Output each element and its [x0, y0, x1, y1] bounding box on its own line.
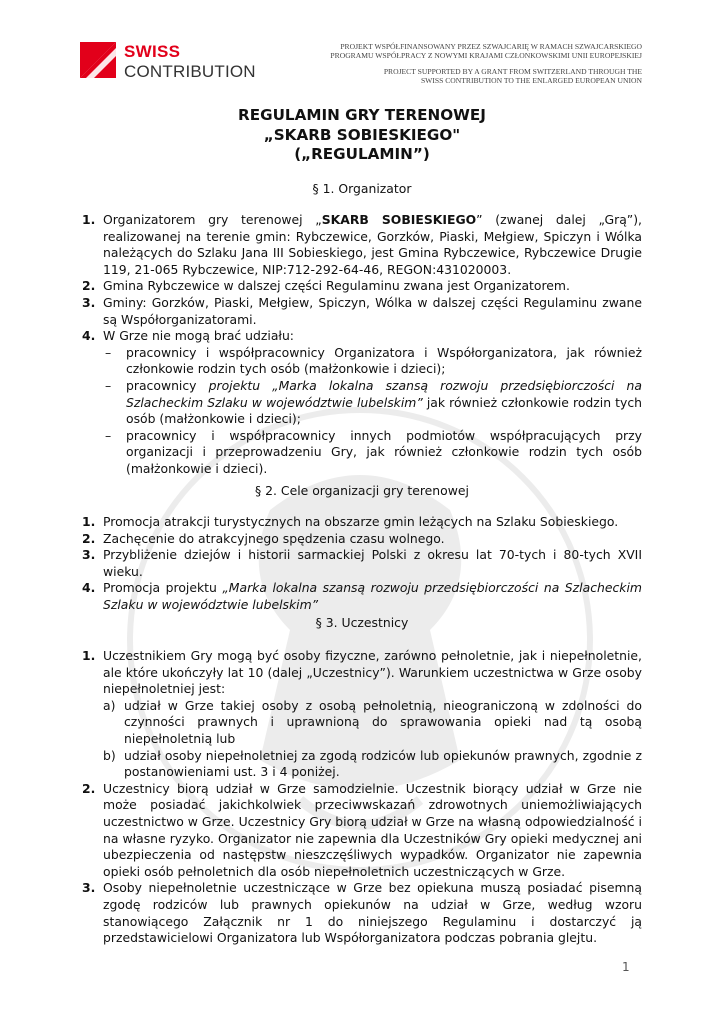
list-item — [82, 880, 642, 946]
list-item — [82, 531, 642, 548]
header-pl-line-1: PROJEKT WSPÓŁFINANSOWANY PRZEZ SZWAJCARIĘ W RAMACH SZWAJCARSKIEGO — [340, 42, 642, 51]
item-text: Uczestnicy biorą udział w Grze samodzielnie. Uczestnik biorący udział w Grze nie może posiadać jakichkolwiek przeciwwskazań zdrowotnych uniemożliwiających uczestnictwo w Grze. Uczestnicy Gry biorą udział w Grze na własną odpowiedzialność i na własne ryzyko. Organizator nie zapewnia dla Uczestników Gry opieki medycznej ani ubezpieczenia od następstw nieszczęśliwych wypadków. Organizator nie zapewnia opieki osób pełnoletnich dla osób niepełnoletnich uczestniczących w Grze. — [103, 780, 642, 879]
condition-item — [103, 698, 642, 748]
header-project-info — [312, 42, 642, 92]
item-text: Promocja projektu — [103, 580, 223, 596]
item-number: 3. — [82, 547, 96, 563]
item-text: Uczestnikiem Gry mogą być osoby fizyczne, zarówno pełnoletnie, jak i niepełnoletnie, ale które ukończyły lat 10 (dalej „Uczestnicy”). Warunkiem uczestnictwa w Grze osoby niepełnoletniej jest: — [103, 648, 642, 697]
project-name: projektu „Marka lokalna szansą rozwoju przedsiębiorczości na Szlacheckim Szlaku w województwie lubelskim” — [126, 377, 642, 410]
exclusion-item: – pracownicy i współpracownicy Organizatora i Współorganizatora, jak również członkowie rodzin tych osób (małżonkowie i dzieci); — [103, 345, 642, 378]
section-3-heading: § 3. Uczestnicy — [315, 615, 409, 630]
item-text: Przybliżenie dziejów i historii sarmackiej Polski z okresu lat 70-tych i 80-tych XVII wieku. — [103, 547, 642, 579]
section-2-list — [82, 514, 642, 614]
item-number: 2. — [82, 530, 96, 546]
item-text: Promocja atrakcji turystycznych na obszarze gmin leżących na Szlaku Sobieskiego. — [103, 514, 619, 529]
section-2-heading: § 2. Cele organizacji gry terenowej — [255, 483, 469, 498]
list-item — [82, 278, 642, 295]
swiss-cross-icon — [80, 42, 116, 78]
list-item — [82, 514, 642, 531]
logo-word-swiss: SWISS — [124, 42, 181, 61]
item-text: Gminy: Gorzków, Piaski, Mełgiew, Spiczyn, Wólka w dalszej części Regulaminu zwane są Współorganizatorami. — [103, 294, 642, 327]
document-title — [0, 106, 724, 165]
title-line-2: „SKARB SOBIESKIEGO" — [263, 125, 461, 144]
list-item — [82, 547, 642, 580]
list-item — [82, 295, 642, 328]
item-number: 4. — [82, 580, 96, 596]
section-1-list — [82, 212, 642, 478]
item-text: Zachęcenie do atrakcyjnego spędzenia czasu wolnego. — [103, 530, 445, 546]
item-number: 2. — [82, 780, 96, 796]
logo-word-contribution: CONTRIBUTION — [124, 62, 256, 81]
list-item — [82, 781, 642, 881]
section-1-heading: § 1. Organizator — [312, 181, 412, 196]
item-text: Organizatorem gry terenowej „ — [103, 212, 322, 227]
item-number: 1. — [82, 648, 96, 663]
exclusion-item — [103, 378, 642, 428]
exclusion-list — [103, 345, 642, 478]
game-name: SKARB SOBIESKIEGO — [321, 212, 477, 227]
item-text: udział w Grze takiej osoby z osobą pełnoletnią, nieograniczoną w zdolności do czynności prawnych i uprawnioną do sprawowania opieki nad tą osobą niepełnoletnią lub — [124, 697, 642, 746]
item-text: Gmina Rybczewice w dalszej części Regulaminu zwana jest Organizatorem. — [103, 278, 570, 294]
condition-mark: b) — [103, 747, 116, 763]
condition-list — [103, 698, 642, 781]
item-number: 2. — [82, 278, 96, 294]
header-pl-line-2: PROGRAMU WSPÓŁPRACY Z NOWYMI KRAJAMI CZŁONKOWSKIMI UNII EUROPEJSKIEJ — [330, 51, 642, 61]
item-number: 3. — [82, 294, 96, 310]
list-item — [82, 212, 642, 278]
item-text: W Grze nie mogą brać udziału: — [103, 328, 294, 344]
item-text: udział osoby niepełnoletniej za zgodą rodziców lub opiekunów prawnych, zgodnie z postanowieniami ust. 3 i 4 poniżej. — [124, 747, 642, 780]
page-number: 1 — [622, 960, 630, 974]
item-text: ” (zwanej dalej „Grą”), realizowanej na terenie gmin: Rybczewice, Gorzków, Piaski, Mełgiew, Spiczyn i Wólka należących do Szlaku Jana III Sobieskiego, jest Gmina Rybczewice, Rybczewice Drugie 119, 21-065 Rybczewice, NIP:712-292-64-46, REGON:431020003. — [103, 212, 642, 277]
item-number: 4. — [82, 328, 96, 344]
list-item — [82, 580, 642, 613]
condition-item — [103, 748, 642, 781]
item-number: 3. — [82, 880, 96, 896]
header-en-line-2: SWISS CONTRIBUTION TO THE ENLARGED EUROPEAN UNION — [420, 76, 642, 86]
list-item — [82, 648, 642, 781]
item-number: 1. — [82, 514, 96, 529]
list-item — [82, 328, 642, 477]
item-text: Osoby niepełnoletnie uczestniczące w Grze bez opiekuna muszą posiadać pisemną zgodę rodziców lub prawnych opiekunów na udział w Grze, według wzoru stanowiącego Załącznik nr 1 do niniejszego Regulaminu i dostarczyć ją przedstawicielowi Organizatora lub Współorganizatora podczas pobrania glejtu. — [103, 880, 642, 946]
title-line-1: REGULAMIN GRY TERENOWEJ — [238, 106, 486, 124]
swiss-contribution-logo — [80, 42, 260, 84]
header-en-line-1: PROJECT SUPPORTED BY A GRANT FROM SWITZERLAND THROUGH THE — [383, 66, 642, 76]
section-3-list — [82, 648, 642, 947]
item-number: 1. — [82, 212, 96, 227]
item-text: pracownicy — [126, 377, 209, 393]
condition-mark: a) — [103, 697, 116, 713]
item-text: jak również członkowie rodzin tych osób (małżonkowie i dzieci); — [126, 394, 642, 427]
exclusion-item: – pracownicy i współpracownicy innych podmiotów współpracujących przy organizacji i przeprowadzeniu Gry, jak również członkowie rodzin tych osób (małżonkowie i dzieci). — [103, 428, 642, 478]
project-name: „Marka lokalna szansą rozwoju przedsiębiorczości na Szlacheckim Szlaku w województwie lubelskim” — [103, 580, 642, 612]
title-line-3: („REGULAMIN”) — [294, 145, 430, 163]
